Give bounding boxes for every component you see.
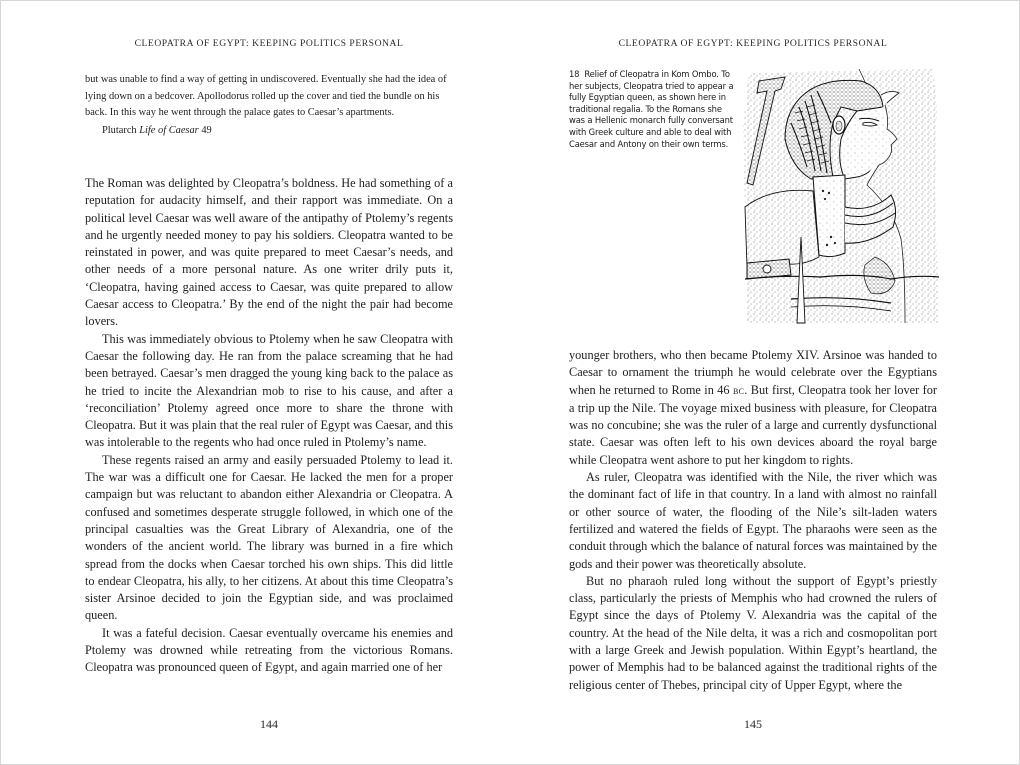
figure-cleopatra-relief [741,67,941,325]
paragraph [569,347,937,469]
figure-number: 18 [569,69,580,79]
attribution-author: Plutarch [102,124,137,136]
body-text-left [85,175,453,677]
running-head-left: CLEOPATRA OF EGYPT: KEEPING POLITICS PERSONAL [134,38,404,49]
attribution-work: Life of Caesar [139,124,199,136]
running-head-right: CLEOPATRA OF EGYPT: KEEPING POLITICS PERSONAL [618,38,888,49]
right-page [569,1,937,764]
body-text-right [569,347,937,694]
paragraph: This was immediately obvious to Ptolemy when he saw Cleopatra with Caesar the following day. He ran from the palace screaming that he had been betrayed. Caesar’s men dragged the young king back to the palace as he tried to incite the Alexandrian mob to rise to his cause, and after a ‘reconciliation’ Ptolemy agreed once more to share the throne with Cleopatra. But it was plain that the real ruler of Egypt was Caesar, and this was intolerable to the regents who had once ruled in Ptolemy’s name. [85,331,453,450]
attribution-ref: 49 [201,124,212,136]
paragraph: It was a fateful decision. Caesar eventually overcame his enemies and Ptolemy was drowned while retreating from the victorious Romans. Cleopatra was pronounced queen of Egypt, and again married one of her [85,625,453,675]
paragraph-text: younger brothers, who then became Ptolemy XIV. Arsinoe was handed to Caesar to ornament the triumph he would celebrate over the Egyptians when he returned to Rome in 46 [569,348,937,397]
extract-attribution [85,123,453,140]
era-abbreviation: bc [733,384,745,397]
page-number-right: 145 [744,717,762,731]
paragraph: As ruler, Cleopatra was identified with the Nile, the river which was the dominant fact of life in that country. In a land with almost no rainfall or other source of water, the flooding of the Nile’s silt-laden waters fertilized and watered the fields of Egypt. The pharaohs were seen as the conduit through which the balance of natural forces was maintained by the gods and their power was theoretically absolute. [569,470,937,571]
page-number-left: 144 [260,717,278,731]
quoted-extract [85,72,453,139]
paragraph: The Roman was delighted by Cleopatra’s boldness. He had something of a reputation for audacity himself, and their rapport was immediate. On a political level Caesar was well aware of the antipathy of Ptolemy’s regents and he urgently needed money to pay his soldiers. Cleopatra wanted to be reinstated in power, and was quite prepared to meet Caesar’s needs, and other needs of a more personal nature. As one writer drily puts it, ‘Cleopatra, having gained access to Caesar, was quite prepared to allow Caesar access to Cleopatra.’ By the end of the night the pair had become lovers. [85,176,453,329]
paragraph-text: . But first, Cleopatra took her lover for a trip up the Nile. The voyage mixed business with pleasure, for Cleopatra was no concubine; she was the ruler of a large and currently dysfunctional state. Caesar was often left to his own devices aboard the royal barge while Cleopatra went ashore to put her kingdom to rights. [569,382,937,467]
figure-caption [569,69,739,150]
left-page [85,1,453,764]
figure-caption-text: Relief of Cleopatra in Kom Ombo. To her subjects, Cleopatra tried to appear a fully Egyptian queen, as shown here in traditional regalia. To the Romans she was a Hellenic monarch fully conversant with Greek culture and able to deal with Caesar and Antony on their own terms. [569,69,734,149]
paragraph: But no pharaoh ruled long without the support of Egypt’s priestly class, particularly the priests of Memphis who had crowned the rulers of Egypt since the days of Ptolemy V. Alexandria was the capital of the country. At the head of the Nile delta, it was a rich and cosmopolitan port with a large Greek and Jewish population. Within Egypt’s heartland, the power of Memphis had to be balanced against the traditional rights of the religious center of Thebes, principal city of Upper Egypt, where the [569,573,937,692]
extract-text: but was unable to find a way of getting in undiscovered. Eventually she had the idea of lying down on a bedcover. Apollodorus rolled up the cover and tied the bundle on his back. In this way he went through the palace gates to Caesar’s apartments. [85,74,447,119]
cleopatra-relief-illustration [741,67,941,325]
paragraph: These regents raised an army and easily persuaded Ptolemy to lead it. The war was a difficult one for Caesar. He lacked the men for a proper campaign but was reluctant to abandon either Alexandria or Cleopatra. A confused and sometimes desperate struggle followed, in which one of the principal casualties was the Great Library of Alexandria, one of the wonders of the ancient world. The library was burned in a fire which spread from the docks when Caesar torched his own ships. This did little to endear Cleopatra, his ally, to her citizens. At about this time Cleopatra’s sister Arsinoe decided to join the Egyptian side, and was proclaimed queen. [85,452,453,623]
